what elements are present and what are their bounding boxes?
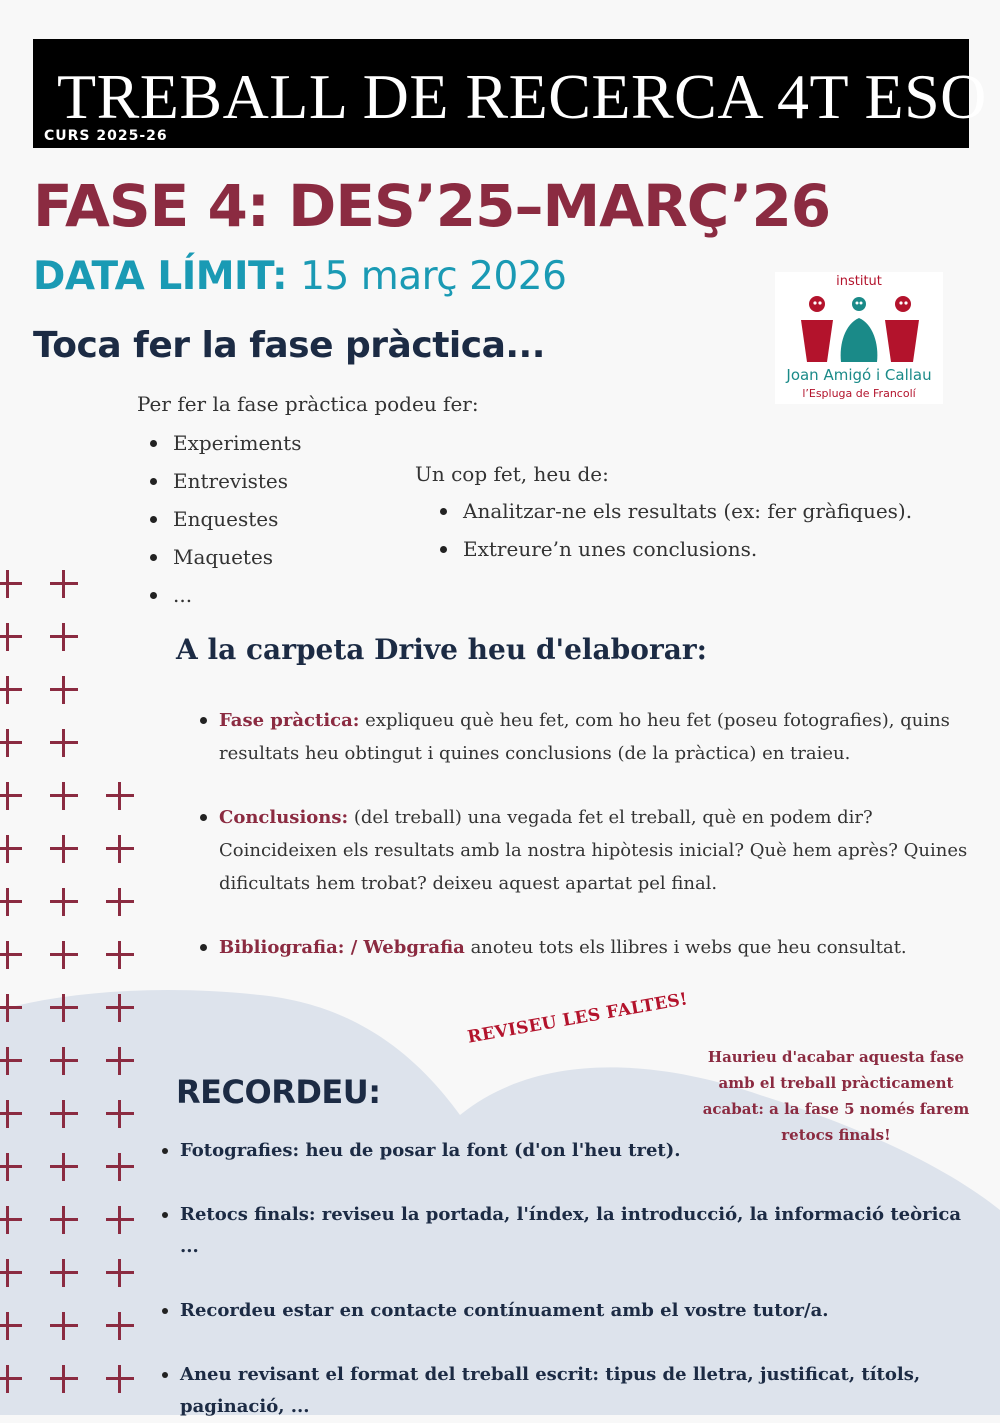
bullet-icon [440,546,447,553]
drive-item-text: anoteu tots els llibres i webs que heu consultat. [470,937,907,958]
plus-icon [50,729,78,757]
drive-item-text: expliqueu què heu fet, com ho heu fet (poseu fotografies), quins resultats heu obtingut i quines conclusions (de la pràctica) en traieu. [219,710,950,764]
drive-item [200,801,990,900]
plus-icon [50,941,78,969]
plus-icon [0,782,22,810]
plus-icon [0,623,22,651]
plus-icon [0,1312,22,1340]
plus-icon [0,570,22,598]
plus-icon [50,1206,78,1234]
reminder-item: Aneu revisant el format del treball escrit: tipus de lletra, justificat, títols, paginació, ... [162,1359,982,1423]
plus-icon [0,676,22,704]
list-item: Analitzar-ne els resultats (ex: fer gràfiques). [440,492,912,530]
plus-icon [50,835,78,863]
drive-heading: A la carpeta Drive heu d'elaborar: [176,633,707,666]
after-intro-text: Un cop fet, heu de: [415,462,609,486]
drive-item-term: Fase pràctica: [219,710,360,731]
plus-icon [0,1153,22,1181]
reminders-heading: RECORDEU: [176,1073,381,1111]
drive-item-term: Bibliografia: / Webgrafia [219,937,465,958]
logo-school-name: Joan Amigó i Callau [786,366,932,384]
bullet-icon [150,440,157,447]
plus-icon [0,835,22,863]
deadline-label: DATA LÍMIT: [33,254,288,299]
plus-icon [50,1312,78,1340]
plus-icon [106,1153,134,1181]
after-steps-list [440,492,912,568]
drive-item [200,931,990,964]
drive-items-list [200,704,990,964]
plus-icon [50,994,78,1022]
bullet-icon [200,717,207,724]
plus-icon [50,1153,78,1181]
plus-icon [50,1365,78,1393]
plus-icon [0,1259,22,1287]
drive-item-term: Conclusions: [219,807,349,828]
list-item: Entrevistes [150,462,301,500]
list-item: Enquestes [150,500,301,538]
plus-icon [50,1259,78,1287]
plus-icon [106,782,134,810]
plus-icon [106,835,134,863]
logo-top-text: institut [836,274,882,289]
bullet-icon [150,478,157,485]
deadline-date: 15 març 2026 [300,254,567,299]
plus-icon [0,994,22,1022]
bullet-icon [162,1212,168,1218]
logo-school-place: l’Espluga de Francolí [802,387,916,400]
practice-methods-list [150,424,301,614]
logo-figures-icon [797,294,921,366]
plus-icon [106,1100,134,1128]
drive-item-text: (del treball) una vegada fet el treball, què en podem dir? Coincideixen els resultats amb la nostra hipòtesis inicial? Què hem après? Quines dificultats hem trobat? deixeu aquest apartat pel final. [219,807,968,894]
plus-icon [106,1206,134,1234]
page-title: TREBALL DE RECERCA 4T ESO [57,61,987,132]
plus-icon [0,941,22,969]
reminder-item: Recordeu estar en contacte contínuament amb el vostre tutor/a. [162,1295,982,1327]
plus-icon [50,676,78,704]
course-year: CURS 2025-26 [44,128,168,144]
plus-icon [50,570,78,598]
plus-icon [50,782,78,810]
plus-icon [0,1047,22,1075]
bullet-icon [150,554,157,561]
plus-icon [106,1312,134,1340]
list-item: Experiments [150,424,301,462]
practice-intro-text: Per fer la fase pràctica podeu fer: [137,392,479,416]
review-mistakes-stamp: REVISEU LES FALTES! [466,989,690,1048]
bullet-icon [440,508,447,515]
plus-icon [0,1365,22,1393]
reminders-list [162,1135,982,1423]
plus-icon [0,729,22,757]
reminder-item: Retocs finals: reviseu la portada, l'índex, la introducció, la informació teòrica ... [162,1199,982,1263]
plus-icon [106,994,134,1022]
list-item: Extreure’n unes conclusions. [440,530,912,568]
plus-icon [0,888,22,916]
finish-phase-note: Haurieu d'acabar aquesta fase amb el treball pràcticament acabat: a la fase 5 només farem retocs finals! [702,1048,970,1144]
reminder-item: Fotografies: heu de posar la font (d'on l'heu tret). [162,1135,982,1167]
plus-icon [106,1365,134,1393]
school-logo [775,272,943,404]
plus-icon [50,1047,78,1075]
intro-heading: Toca fer la fase pràctica... [33,325,545,366]
list-item: ... [150,576,301,614]
plus-icon [0,1100,22,1128]
bullet-icon [162,1308,168,1314]
bullet-icon [200,944,207,951]
bullet-icon [150,592,157,599]
plus-icon [50,888,78,916]
bullet-icon [150,516,157,523]
plus-icon [106,888,134,916]
header-banner [33,39,987,148]
list-item: Maquetes [150,538,301,576]
bullet-icon [162,1148,168,1154]
plus-icon [50,623,78,651]
deadline [33,252,566,302]
plus-icon [106,941,134,969]
plus-icon [106,1259,134,1287]
bullet-icon [162,1372,168,1378]
phase-title: FASE 4: DES’25–MARÇ’26 [33,172,831,240]
bullet-icon [200,814,207,821]
drive-item [200,704,990,770]
plus-icon [106,1047,134,1075]
plus-icon [0,1206,22,1234]
plus-icon [50,1100,78,1128]
